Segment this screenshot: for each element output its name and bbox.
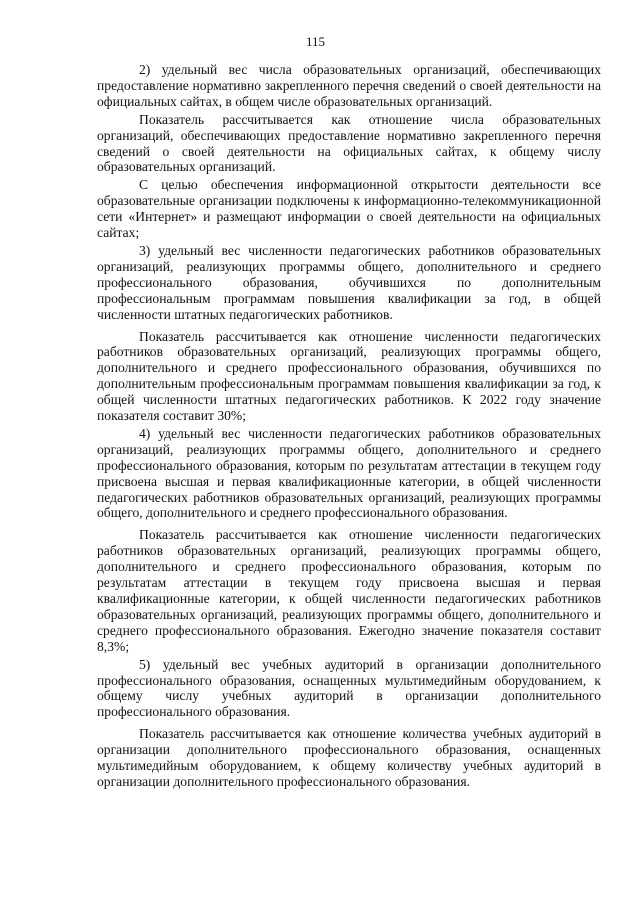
document-body — [97, 62, 601, 790]
paragraph-indicator-3: 3) удельный вес численности педагогических работников образовательных организаций, реализующих программы общего, дополнительного и среднего профессионального образования, обучившихся по дополнительным профессиональным программам повышения квалификации за год, в общей численности штатных педагогических работников. — [97, 242, 601, 322]
paragraph-indicator-2-calculation: Показатель рассчитывается как отношение числа образовательных организаций, обеспечивающих предоставление нормативно закрепленного перечня сведений о своей деятельности на официальных сайтах, к общему числу образовательных организаций. — [97, 111, 601, 175]
paragraph-indicator-5: 5) удельный вес учебных аудиторий в организации дополнительного профессионального образования, оснащенных мультимедийным оборудованием, к общему числу учебных аудиторий в организации дополнительного профессионального образования. — [97, 656, 601, 720]
page-number: 115 — [305, 34, 326, 49]
paragraph-indicator-5-calculation: Показатель рассчитывается как отношение количества учебных аудиторий в организации дополнительного профессионального образования, оснащенных мультимедийным оборудованием, к общему количеству учебных аудиторий в организации дополнительного профессионального образования. — [97, 726, 601, 789]
paragraph-indicator-2: 2) удельный вес числа образовательных организаций, обеспечивающих предоставление нормативно закрепленного перечня сведений о своей деятельности на официальных сайтах, в общем числе образовательных организаций. — [97, 62, 601, 109]
paragraph-indicator-3-calculation: Показатель рассчитывается как отношение численности педагогических работников образовательных организаций, реализующих программы общего, дополнительного и среднего профессионального образования, обучившихся по дополнительным профессиональным программам повышения квалификации за год, к общей численности штатных педагогических работников. К 2022 году значение показателя составит 30%; — [97, 328, 601, 424]
paragraph-indicator-4: 4) удельный вес численности педагогических работников образовательных организаций, реализующих программы общего, дополнительного и среднего профессионального образования, которым по результатам аттестации в текущем году присвоена высшая и первая квалификационные категории, в общей численности педагогических работников образовательных организаций, реализующих программы общего, дополнительного и среднего профессионального образования. — [97, 425, 601, 521]
paragraph-information-openness: С целью обеспечения информационной открытости деятельности все образовательные организации подключены к информационно-телекоммуникационной сети «Интернет» и размещают информации о своей деятельности на официальных сайтах; — [97, 177, 601, 241]
paragraph-indicator-4-calculation: Показатель рассчитывается как отношение численности педагогических работников образовательных организаций, реализующих программы общего, дополнительного и среднего профессионального образования, которым по результатам аттестации в текущем году присвоена высшая и первая квалификационные категории, к общей численности педагогических работников образовательных организаций, реализующих программы общего, дополнительного и среднего профессионального образования. Ежегодно значение показателя составит 8,3%; — [97, 527, 601, 654]
